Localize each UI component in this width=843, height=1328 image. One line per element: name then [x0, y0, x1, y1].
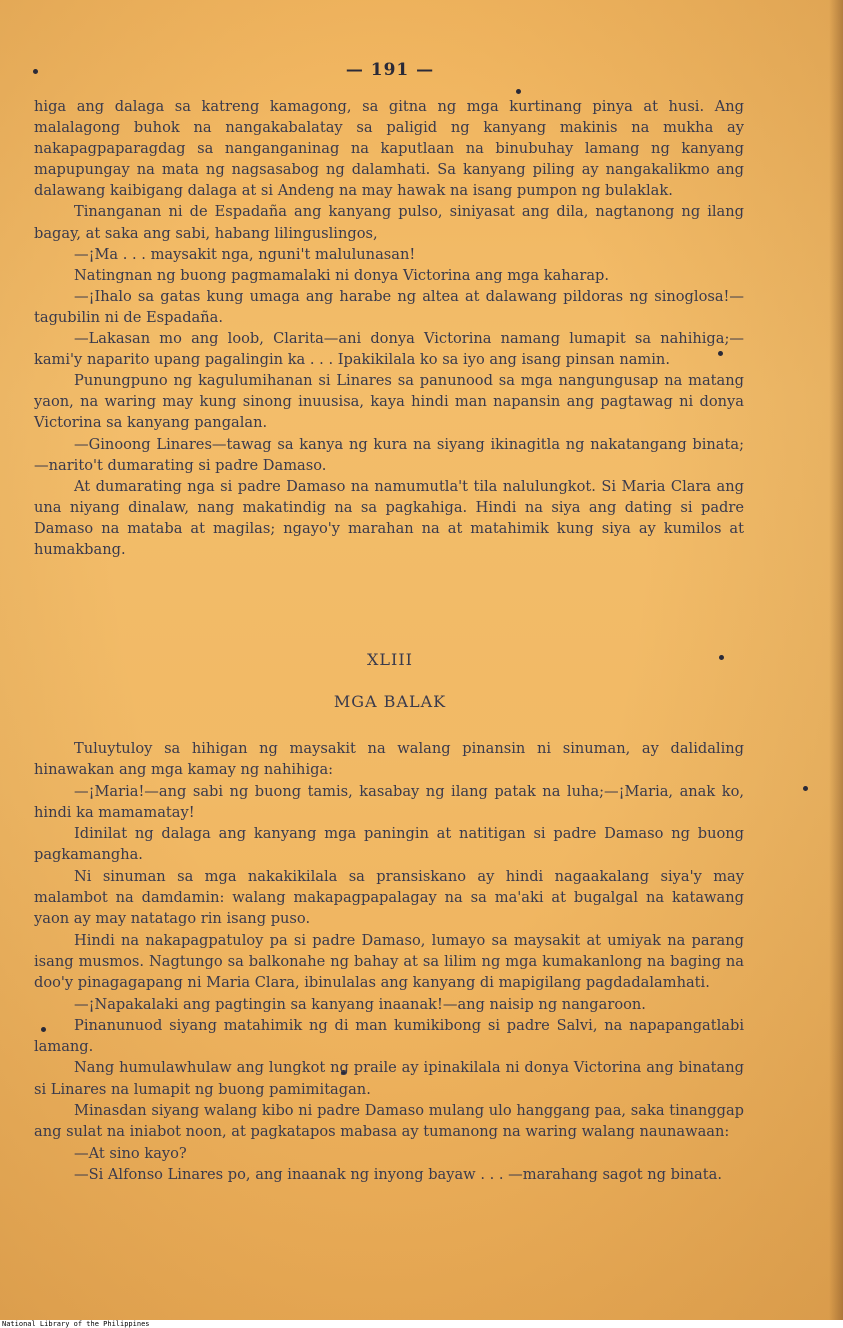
text-section-1 — [34, 96, 744, 560]
paragraph: Tuluytuloy sa hihigan ng maysakit na walang pinansin ni sinuman, ay dalidaling hinawakan ang mga kamay ng nahihiga: — [34, 740, 744, 779]
paragraph: Punungpuno ng kagulumihanan si Linares sa panunood sa mga nangungusap na matang yaon, na waring may kung sinong inuusisa, kaya hindi man napansin ang pagtawag ni donya Victorina sa kanyang pangalan. — [34, 372, 744, 432]
paragraph: higa ang dalaga sa katreng kamagong, sa gitna ng mga kurtinang pinya at husi. Ang malalagong buhok na nangakabalatay sa paligid ng kanyang makinis na mukha ay nakapagpaparagdag sa nanganganinag na kaputlaan na binubuhay lamang ng kanyang mapupungay na mata ng nagsasabog ng dalamhati. Sa kanyang piling ay nangakalikmo ang dalawang kaibigang dalaga at si Andeng na may hawak na isang pumpon ng bulaklak. — [34, 98, 744, 200]
paragraph: Nang humulawhulaw ang lungkot ng praile ay ipinakilala ni donya Victorina ang binatang si Linares na lumapit ng buong pamimitagan. — [34, 1059, 744, 1098]
paragraph: —Ginoong Linares—tawag sa kanya ng kura na siyang ikinagitla ng nakatangang binata;—narito't dumarating si padre Damaso. — [34, 435, 744, 474]
paragraph: —¡Ma . . . maysakit nga, nguni't malulunasan! — [74, 245, 416, 263]
ink-speck — [516, 89, 521, 94]
paragraph: Pinanunuod siyang matahimik ng di man kumikibong si padre Salvi, na napapangatlabi lamang. — [34, 1016, 744, 1056]
chapter-title: MGA BALAK — [333, 692, 447, 711]
paragraph: Natingnan ng buong pagmamalaki ni donya Victorina ang mga kaharap. — [74, 266, 610, 284]
paragraph: Hindi na nakapagpatuloy pa si padre Damaso, lumayo sa maysakit at umiyak na parang isang musmos. Nagtungo sa balkonahe ng bahay at sa lilim ng mga kumakanlong na baging na doo'y pinagagapang ni Maria Clara, ibinulalas ang kanyang di mapigilang pagdadalamhati. — [34, 931, 744, 992]
text-section-2 — [34, 738, 744, 1185]
paragraph: Tinanganan ni de Espadaña ang kanyang pulso, siniyasat ang dila, nagtanong ng ilang bagay, at saka ang sabi, habang lilinguslingos, — [34, 203, 744, 242]
chapter-number: XLIII — [367, 650, 413, 669]
paragraph: —¡Napakalaki ang pagtingin sa kanyang inaanak!—ang naisip ng nangaroon. — [74, 995, 646, 1013]
paragraph: —¡Maria!—ang sabi ng buong tamis, kasabay ng ilang patak na luha;—¡Maria, anak ko, hindi ka mamamatay! — [34, 782, 744, 821]
paragraph: —Si Alfonso Linares po, ang inaanak ng inyong bayaw . . . —marahang sagot ng binata. — [74, 1165, 722, 1183]
ink-speck — [803, 786, 808, 791]
paragraph: —Lakasan mo ang loob, Clarita—ani donya Victorina namang lumapit sa nahihiga;—kami'y naparito upang pagalingin ka . . . Ipakikilala ko sa iyo ang isang pinsan namin. — [34, 330, 744, 369]
paragraph: —At sino kayo? — [74, 1144, 187, 1162]
library-footer: National Library of the Philippines — [2, 1320, 150, 1328]
page-number: — 191 — — [345, 60, 435, 80]
paragraph: —¡Ihalo sa gatas kung umaga ang harabe ng altea at dalawang pildoras ng sinoglosa!—tagubilin ni de Espadaña. — [34, 287, 744, 326]
paragraph: Minasdan siyang walang kibo ni padre Damaso mulang ulo hanggang paa, saka tinanggap ang sulat na iniabot noon, at pagkatapos mabasa ay tumanong na waring walang naunawaan: — [34, 1102, 744, 1141]
paragraph: Ni sinuman sa mga nakakikilala sa pransiskano ay hindi nagaakalang siya'y may malambot na damdamin: walang makapagpapalagay na sa ma'aki at bugalgal na katawang yaon ay may natatago rin isang puso. — [34, 867, 744, 928]
paragraph: Idinilat ng dalaga ang kanyang mga paningin at natitigan si padre Damaso ng buong pagkamangha. — [34, 825, 744, 864]
page-spine-shadow — [829, 0, 843, 1320]
paragraph: At dumarating nga si padre Damaso na namumutla't tila nalulungkot. Si Maria Clara ang una niyang dinalaw, nang makatindig na sa pagkahiga. Hindi na siya ang dating si padre Damaso na mataba at magilas; ngayo'y marahan na at matahimik kung siya ay kumilos at humakbang. — [34, 477, 744, 558]
